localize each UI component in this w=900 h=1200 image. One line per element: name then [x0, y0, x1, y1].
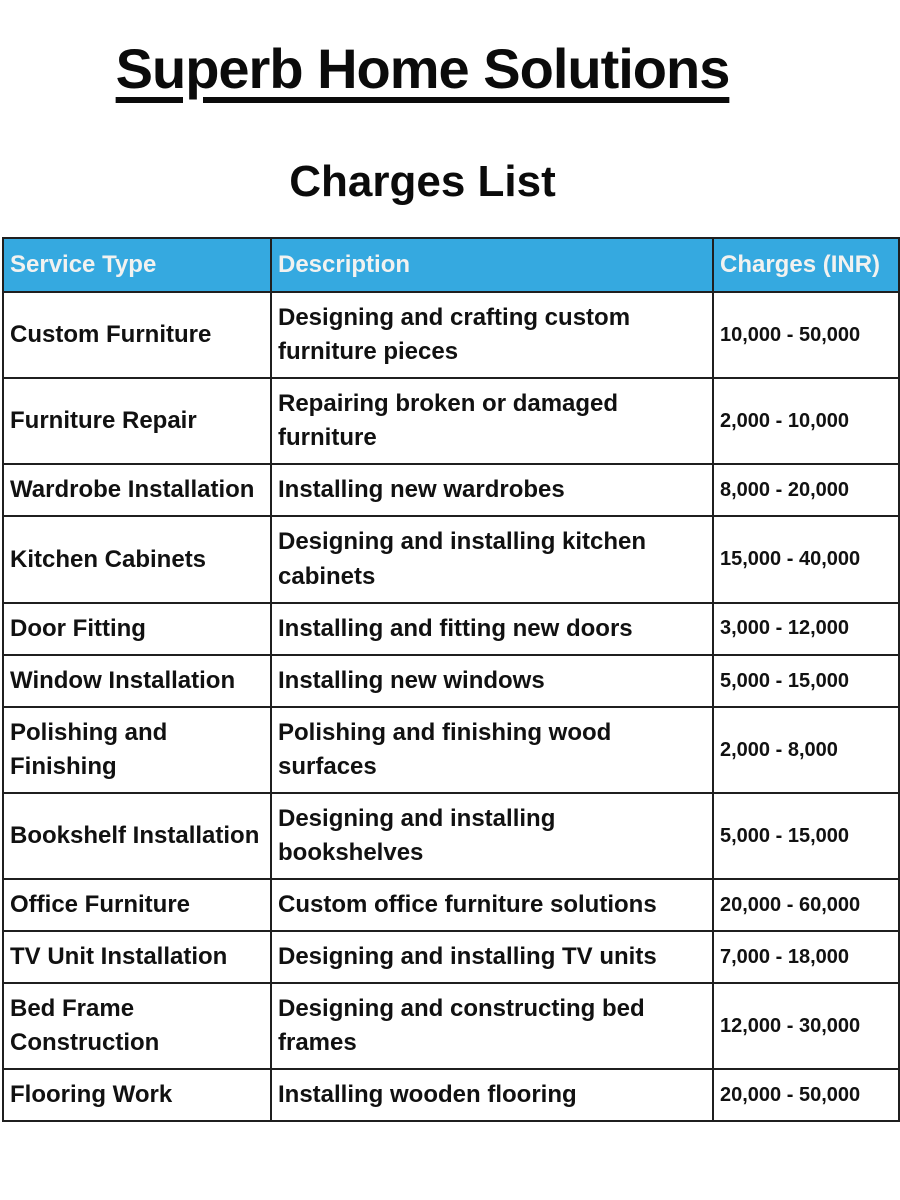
service-type-cell: Door Fitting	[3, 603, 271, 655]
service-type-cell: TV Unit Installation	[3, 931, 271, 983]
charges-cell: 5,000 - 15,000	[713, 793, 899, 879]
charges-cell: 7,000 - 18,000	[713, 931, 899, 983]
table-row	[3, 879, 899, 931]
service-type-cell: Bed Frame Construction	[3, 983, 271, 1069]
table-row	[3, 655, 899, 707]
service-type-cell: Furniture Repair	[3, 378, 271, 464]
description-cell: Installing new windows	[271, 655, 713, 707]
table-row	[3, 603, 899, 655]
description-cell: Repairing broken or damaged furniture	[271, 378, 713, 464]
service-type-cell: Custom Furniture	[3, 292, 271, 378]
charges-cell: 3,000 - 12,000	[713, 603, 899, 655]
charges-table	[2, 237, 900, 1122]
charges-cell: 2,000 - 8,000	[713, 707, 899, 793]
charges-cell: 10,000 - 50,000	[713, 292, 899, 378]
table-row	[3, 793, 899, 879]
column-header-charges: Charges (INR)	[713, 238, 899, 292]
description-cell: Designing and installing kitchen cabinets	[271, 516, 713, 602]
service-type-cell: Flooring Work	[3, 1069, 271, 1121]
table-row	[3, 931, 899, 983]
charges-cell: 2,000 - 10,000	[713, 378, 899, 464]
description-cell: Installing wooden flooring	[271, 1069, 713, 1121]
table-row	[3, 292, 899, 378]
service-type-cell: Kitchen Cabinets	[3, 516, 271, 602]
charges-cell: 15,000 - 40,000	[713, 516, 899, 602]
document-header	[0, 36, 845, 207]
table-row	[3, 378, 899, 464]
description-cell: Designing and installing bookshelves	[271, 793, 713, 879]
charges-cell: 8,000 - 20,000	[713, 464, 899, 516]
description-cell: Installing and fitting new doors	[271, 603, 713, 655]
table-header-row	[3, 238, 899, 292]
description-cell: Designing and installing TV units	[271, 931, 713, 983]
table-row	[3, 983, 899, 1069]
charges-cell: 5,000 - 15,000	[713, 655, 899, 707]
charges-cell: 12,000 - 30,000	[713, 983, 899, 1069]
service-type-cell: Bookshelf Installation	[3, 793, 271, 879]
service-type-cell: Office Furniture	[3, 879, 271, 931]
column-header-service-type: Service Type	[3, 238, 271, 292]
service-type-cell: Polishing and Finishing	[3, 707, 271, 793]
service-type-cell: Wardrobe Installation	[3, 464, 271, 516]
description-cell: Custom office furniture solutions	[271, 879, 713, 931]
charges-cell: 20,000 - 50,000	[713, 1069, 899, 1121]
table-row	[3, 464, 899, 516]
column-header-description: Description	[271, 238, 713, 292]
service-type-cell: Window Installation	[3, 655, 271, 707]
description-cell: Installing new wardrobes	[271, 464, 713, 516]
table-row	[3, 707, 899, 793]
table-row	[3, 1069, 899, 1121]
description-cell: Designing and constructing bed frames	[271, 983, 713, 1069]
page-subtitle: Charges List	[289, 157, 556, 206]
description-cell: Polishing and finishing wood surfaces	[271, 707, 713, 793]
page-title: Superb Home Solutions	[115, 37, 730, 100]
charges-cell: 20,000 - 60,000	[713, 879, 899, 931]
table-row	[3, 516, 899, 602]
description-cell: Designing and crafting custom furniture pieces	[271, 292, 713, 378]
